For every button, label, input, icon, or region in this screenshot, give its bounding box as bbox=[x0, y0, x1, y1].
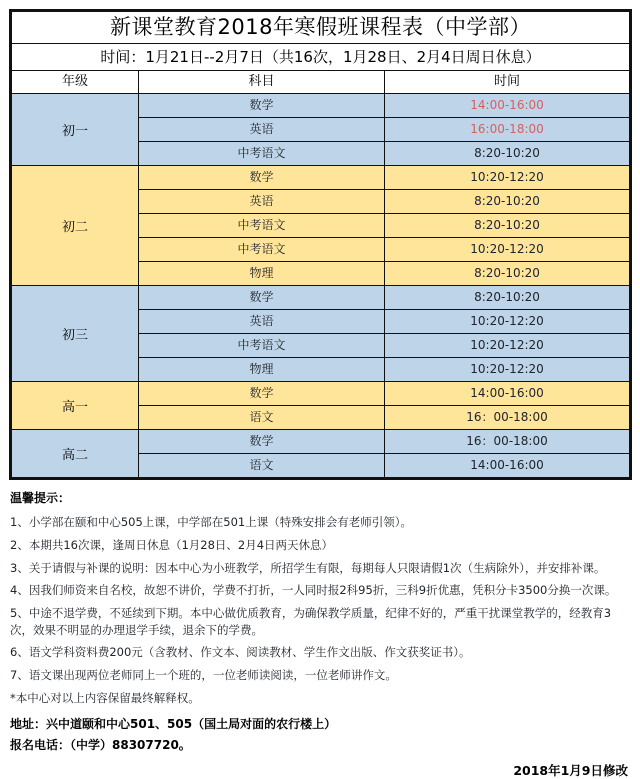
time-cell: 8:20-10:20 bbox=[385, 190, 630, 214]
time-cell: 10:20-12:20 bbox=[385, 238, 630, 262]
subject-cell: 中考语文 bbox=[139, 142, 385, 166]
date-range-subtitle: 时间：1月21日--2月7日（共16次，1月28日、2月4日周日休息） bbox=[12, 44, 630, 71]
revision-date: 2018年1月9日修改 bbox=[513, 762, 628, 778]
grade-cell: 高一 bbox=[12, 382, 139, 430]
table-title-row bbox=[12, 12, 630, 44]
subject-cell: 英语 bbox=[139, 310, 385, 334]
schedule-table-container bbox=[9, 9, 632, 480]
note-item: 1、小学部在颐和中心505上课，中学部在501上课（特殊安排会有老师引领）。 bbox=[10, 515, 412, 530]
time-cell: 8:20-10:20 bbox=[385, 262, 630, 286]
column-header-grade: 年级 bbox=[12, 71, 139, 94]
subject-cell: 数学 bbox=[139, 382, 385, 406]
time-cell: 10:20-12:20 bbox=[385, 334, 630, 358]
subject-cell: 中考语文 bbox=[139, 238, 385, 262]
table-subtitle-row bbox=[12, 44, 630, 71]
column-header-subject: 科目 bbox=[139, 71, 385, 94]
time-cell: 10:20-12:20 bbox=[385, 166, 630, 190]
footer-contact bbox=[10, 715, 630, 754]
time-cell: 16：00-18:00 bbox=[385, 406, 630, 430]
subject-cell: 中考语文 bbox=[139, 214, 385, 238]
subject-cell: 数学 bbox=[139, 430, 385, 454]
note-item: *本中心对以上内容保留最终解释权。 bbox=[10, 690, 200, 705]
address-line: 地址：兴中道颐和中心501、505（国土局对面的农行楼上） bbox=[10, 717, 337, 732]
time-cell: 14:00-16:00 bbox=[385, 94, 630, 118]
subject-cell: 中考语文 bbox=[139, 334, 385, 358]
time-cell: 16:00-18:00 bbox=[385, 118, 630, 142]
table-row bbox=[12, 94, 630, 118]
page-title: 新课堂教育2018年寒假班课程表（中学部） bbox=[12, 12, 630, 44]
table-row bbox=[12, 166, 630, 190]
table-row bbox=[12, 286, 630, 310]
course-schedule-page bbox=[0, 9, 640, 778]
time-cell: 16：00-18:00 bbox=[385, 430, 630, 454]
schedule-table bbox=[11, 11, 630, 478]
subject-cell: 英语 bbox=[139, 190, 385, 214]
time-cell: 8:20-10:20 bbox=[385, 286, 630, 310]
subject-cell: 数学 bbox=[139, 94, 385, 118]
phone-line: 报名电话：（中学）88307720。 bbox=[10, 738, 191, 753]
column-header-row bbox=[12, 71, 630, 94]
subject-cell: 物理 bbox=[139, 262, 385, 286]
subject-cell: 数学 bbox=[139, 286, 385, 310]
notes-section bbox=[10, 490, 630, 706]
note-item: 7、语文课出现两位老师同上一个班的，一位老师读阅读，一位老师讲作文。 bbox=[10, 668, 397, 683]
grade-cell: 初二 bbox=[12, 166, 139, 286]
grade-cell: 高二 bbox=[12, 430, 139, 478]
column-header-time: 时间 bbox=[385, 71, 630, 94]
note-item: 3、关于请假与补课的说明：因本中心为小班教学，所招学生有限，每期每人只限请假1次（生病除外），并安排补课。 bbox=[10, 560, 606, 575]
table-row bbox=[12, 430, 630, 454]
note-item: 2、本期共16次课，逢周日休息（1月28日、2月4日两天休息） bbox=[10, 538, 334, 553]
subject-cell: 语文 bbox=[139, 454, 385, 478]
time-cell: 8:20-10:20 bbox=[385, 214, 630, 238]
subject-cell: 物理 bbox=[139, 358, 385, 382]
note-item: 4、因我们师资来自名校，故恕不讲价，学费不打折，一人同时报2科95折，三科9折优惠，凭积分卡3500分换一次课。 bbox=[10, 583, 617, 598]
table-row bbox=[12, 382, 630, 406]
grade-cell: 初一 bbox=[12, 94, 139, 166]
note-item: 5、中途不退学费，不延续到下期。本中心做优质教育，为确保教学质量，纪律不好的，严重干扰课堂教学的，经教育3次，效果不明显的办理退学手续，退余下的学费。 bbox=[10, 606, 612, 637]
subject-cell: 语文 bbox=[139, 406, 385, 430]
time-cell: 10:20-12:20 bbox=[385, 358, 630, 382]
time-cell: 14:00-16:00 bbox=[385, 382, 630, 406]
notes-heading: 温馨提示： bbox=[10, 491, 71, 505]
time-cell: 8:20-10:20 bbox=[385, 142, 630, 166]
time-cell: 14:00-16:00 bbox=[385, 454, 630, 478]
note-item: 6、语文学科资料费200元（含教材、作文本、阅读教材、学生作文出版、作文获奖证书）。 bbox=[10, 645, 471, 660]
subject-cell: 英语 bbox=[139, 118, 385, 142]
subject-cell: 数学 bbox=[139, 166, 385, 190]
grade-cell: 初三 bbox=[12, 286, 139, 382]
time-cell: 10:20-12:20 bbox=[385, 310, 630, 334]
